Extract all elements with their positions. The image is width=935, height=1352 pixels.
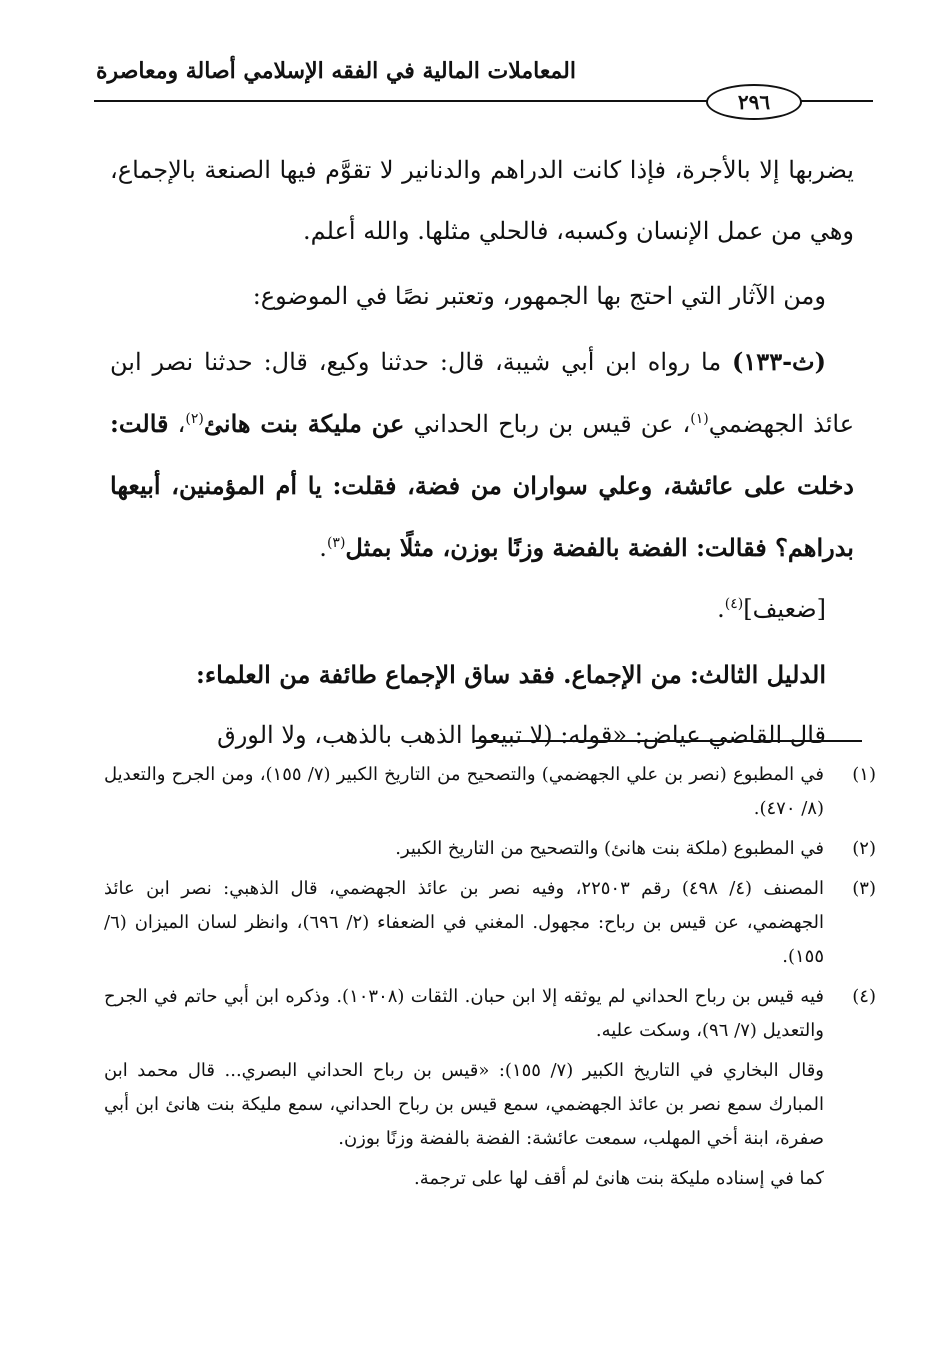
footnote-number: (٤) xyxy=(852,986,876,1007)
footnotes xyxy=(104,758,876,1202)
footnote-ref-2[interactable]: (٢) xyxy=(185,411,204,427)
isnad-text-4: . xyxy=(319,534,327,562)
footnote-number: (٢) xyxy=(852,838,876,859)
paragraph-1: يضربها إلا بالأجرة، فإذا كانت الدراهم والدنانير لا تقوَّم فيها الصنعة بالإجماع، وهي من عمل الإنسان وكسبه، فالحلي مثلها. والله أعلم. xyxy=(110,156,854,245)
footnote-2 xyxy=(104,832,876,866)
footnote-4-continuation-1: وقال البخاري في التاريخ الكبير (٧/ ١٥٥): «قيس بن رباح الحداني البصري... قال محمد ابن المبارك سمع نصر بن عائذ الجهضمي، سمع قيس بن رباح الحداني، سمع مليكة بنت هانئ ابن أبي صفرة، ابنة أخي المهلب، سمعت عائشة: الفضة بالفضة وزنًا بوزن. xyxy=(104,1060,824,1149)
section-heading-third-evidence: الدليل الثالث: من الإجماع. فقد ساق الإجماع طائفة من العلماء: xyxy=(196,660,826,689)
matn-bold: قالت: دخلت على عائشة، وعلي سواران من فضة، فقلت: يا أم المؤمنين، أبيعها بدراهم؟ فقالت: الفضة بالفضة وزنًا بوزن، مثلًا بمثل xyxy=(110,409,854,562)
narrator-bold: عن مليكة بنت هانئ xyxy=(203,409,405,438)
running-header-title: المعاملات المالية في الفقه الإسلامي أصالة ومعاصرة xyxy=(96,58,576,84)
footnote-4-continuation-2: كما في إسناده مليكة بنت هانئ لم أقف لها على ترجمة. xyxy=(414,1168,824,1189)
footnote-1 xyxy=(104,758,876,826)
footnote-text: في المطبوع (نصر بن علي الجهضمي) والتصحيح من التاريخ الكبير (٧/ ١٥٥)، ومن الجرح والتعديل (٨/ ٤٧٠). xyxy=(104,764,824,819)
footnote-text: فيه قيس بن رباح الحداني لم يوثقه إلا ابن حبان. الثقات (١٠٣٠٨). وذكره ابن أبي حاتم في الجرح والتعديل (٧/ ٩٦)، وسكت عليه. xyxy=(104,986,824,1041)
footnote-3 xyxy=(104,872,876,974)
footnote-text: في المطبوع (ملكة بنت هانئ) والتصحيح من التاريخ الكبير. xyxy=(395,838,824,859)
isnad-text-2: ، عن قيس بن رباح الحداني xyxy=(404,410,691,438)
footnote-ref-4[interactable]: (٤) xyxy=(724,596,744,612)
grading-text: [ضعيف] xyxy=(743,595,826,623)
page-number-badge xyxy=(706,84,802,120)
grading-end: . xyxy=(717,595,725,623)
isnad-text-3: ، xyxy=(168,410,186,438)
footnote-number: (٣) xyxy=(852,878,876,899)
paragraph-2: ومن الآثار التي احتج بها الجمهور، وتعتبر نصًا في الموضوع: xyxy=(252,282,826,310)
footnote-ref-1[interactable]: (١) xyxy=(690,411,709,427)
footnote-number: (١) xyxy=(852,764,876,785)
paragraph-5: قال القاضي عياض: «قوله: (لا تبيعوا الذهب بالذهب، ولا الورق xyxy=(217,721,826,749)
paragraph-3 xyxy=(110,331,854,579)
page-number: ٢٩٦ xyxy=(737,90,771,114)
main-text xyxy=(110,140,854,766)
athar-reference: (ث-١٣٣) xyxy=(732,347,826,376)
grading xyxy=(110,579,854,640)
footnote-separator xyxy=(474,740,862,742)
footnote-4 xyxy=(104,980,876,1048)
isnad-text-1: ما رواه ابن أبي شيبة، قال: حدثنا وكيع، قال: حدثنا نصر ابن عائذ الجهضمي xyxy=(110,348,855,438)
footnote-ref-3[interactable]: (٣) xyxy=(326,535,346,551)
footnote-text: المصنف (٤/ ٤٩٨) رقم ٢٢٥٠٣، وفيه نصر بن عائذ الجهضمي، قال الذهبي: نصر ابن عائذ الجهضمي، عن قيس بن رباح: مجهول. المغني في الضعفاء (٢/ ٦٩٦)، وانظر لسان الميزان (٦/ ١٥٥). xyxy=(104,878,825,967)
